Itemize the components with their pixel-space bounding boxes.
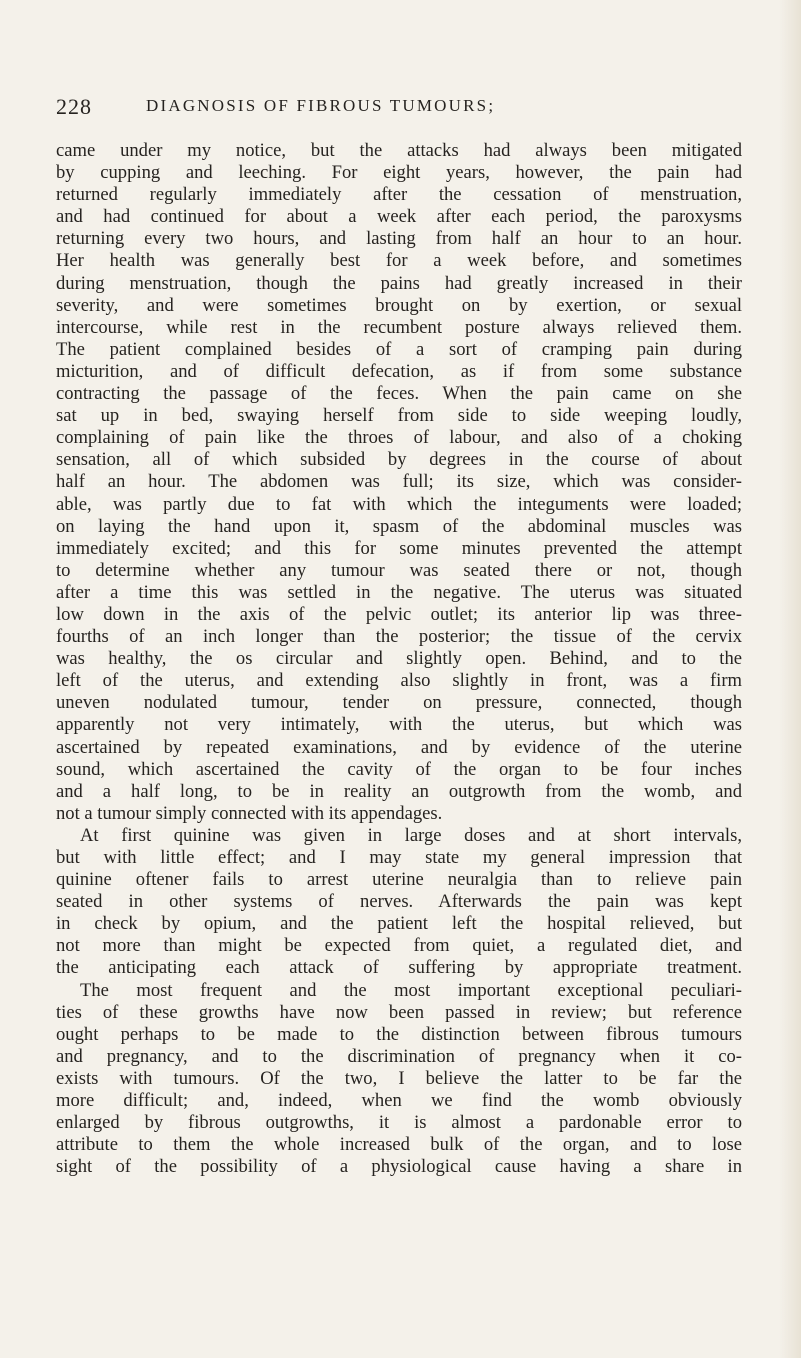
paragraph-start-line: At first quinine was given in large doses and at short intervals, [80,824,742,846]
text-line: complaining of pain like the throes of labour, and also of a choking [56,427,742,449]
text-line: apparently not very intimately, with the uterus, but which was [56,714,742,736]
text-line: uneven nodulated tumour, tender on pressure, connected, though [56,692,742,714]
text-line: left of the uterus, and extending also slightly in front, was a firm [56,670,742,692]
text-line: seated in other systems of nerves. Afterwards the pain was kept [56,891,742,913]
text-line: ascertained by repeated examinations, and by evidence of the uterine [56,736,742,758]
text-line: half an hour. The abdomen was full; its size, which was consider- [56,471,742,493]
text-line: not more than might be expected from quiet, a regulated diet, and [56,935,742,957]
text-line: quinine oftener fails to arrest uterine neuralgia than to relieve pain [56,869,742,891]
page-number: 228 [56,94,92,119]
text-line: in check by opium, and the patient left the hospital relieved, but [56,913,742,935]
text-line: contracting the passage of the feces. When the pain came on she [56,383,742,405]
body-text [56,140,742,1178]
text-line: intercourse, while rest in the recumbent posture always relieved them. [56,316,742,338]
text-line: sensation, all of which subsided by degrees in the course of about [56,449,742,471]
text-line: sound, which ascertained the cavity of the organ to be four inches [56,758,742,780]
text-line: the anticipating each attack of suffering by appropriate treatment. [56,957,742,979]
text-line: micturition, and of difficult defecation, as if from some substance [56,360,742,382]
text-line: returned regularly immediately after the cessation of menstruation, [56,184,742,206]
text-line: came under my notice, but the attacks had always been mitigated [56,140,742,161]
text-line: and had continued for about a week after each period, the paroxysms [56,206,742,228]
text-line: but with little effect; and I may state my general impression that [56,847,742,868]
text-line: sight of the possibility of a physiological cause having a share in [56,1156,742,1178]
text-line: fourths of an inch longer than the posterior; the tissue of the cervix [56,626,742,648]
text-line: Her health was generally best for a week before, and sometimes [56,250,742,272]
paragraph-start-line: The most frequent and the most important exceptional peculiari- [80,979,742,1001]
text-line: attribute to them the whole increased bulk of the organ, and to lose [56,1134,742,1156]
text-line: during menstruation, though the pains had greatly increased in their [56,272,742,294]
running-head [56,94,736,120]
page-edge-shadow [779,0,801,1358]
text-line: by cupping and leeching. For eight years, however, the pain had [56,162,742,184]
text-line: and a half long, to be in reality an outgrowth from the womb, and [56,780,742,802]
text-line: immediately excited; and this for some minutes prevented the attempt [56,537,742,559]
text-line: and pregnancy, and to the discrimination of pregnancy when it co- [56,1045,742,1067]
text-line: The patient complained besides of a sort of cramping pain during [56,338,742,360]
text-line: able, was partly due to fat with which the integuments were loaded; [56,493,742,515]
text-line: exists with tumours. Of the two, I believe the latter to be far the [56,1067,742,1089]
text-line: on laying the hand upon it, spasm of the abdominal muscles was [56,515,742,537]
text-line: ought perhaps to be made to the distinction between fibrous tumours [56,1023,742,1045]
text-line: sat up in bed, swaying herself from side to side weeping loudly, [56,405,742,427]
text-line: low down in the axis of the pelvic outlet; its anterior lip was three- [56,603,742,625]
text-line: ties of these growths have now been passed in review; but reference [56,1001,742,1023]
text-line: returning every two hours, and lasting from half an hour to an hour. [56,228,742,250]
text-line: severity, and were sometimes brought on by exertion, or sexual [56,294,742,316]
text-line: enlarged by fibrous outgrowths, it is almost a pardonable error to [56,1112,742,1134]
text-line: was healthy, the os circular and slightly open. Behind, and to the [56,648,742,670]
text-line: after a time this was settled in the negative. The uterus was situated [56,581,742,603]
running-title: DIAGNOSIS OF FIBROUS TUMOURS; [146,96,496,115]
text-line: to determine whether any tumour was seated there or not, though [56,559,742,581]
text-line: more difficult; and, indeed, when we find the womb obviously [56,1090,742,1112]
paragraph-end-line: not a tumour simply connected with its appendages. [56,802,443,824]
